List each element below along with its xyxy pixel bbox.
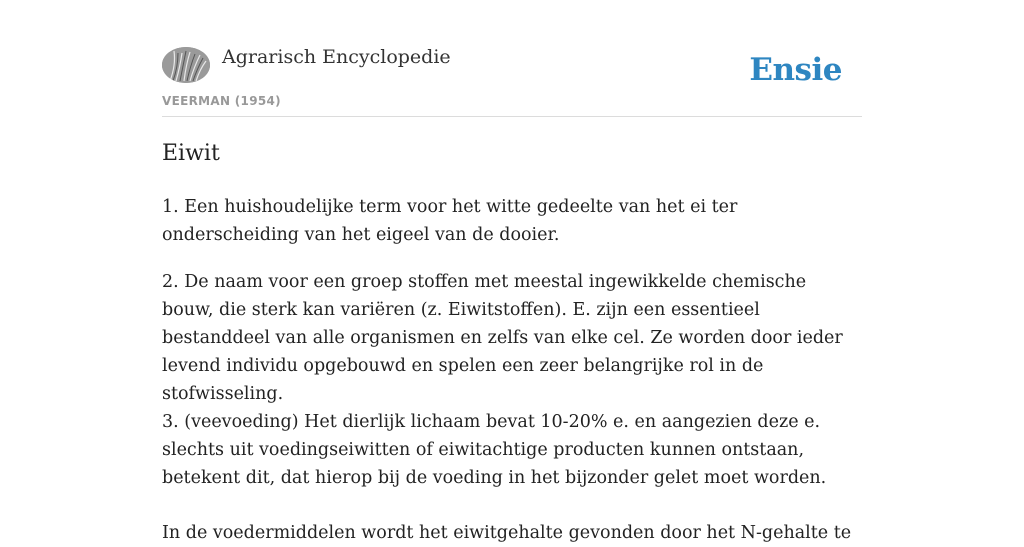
entry-paragraph: In de voedermiddelen wordt het eiwitgehalte gevonden door het N-gehalte te [162, 523, 852, 543]
entry-paragraph: 2. De naam voor een groep stoffen met meestal ingewikkelde chemische bouw, die sterk kan variëren (z. Eiwitstoffen). E. zijn een essentieel bestanddeel van alle organismen en zelfs van elke cel. Ze worden door ieder levend individu opgebouwd en spelen een zeer belangrijke rol in de stofwisseling. [162, 272, 843, 404]
entry-body [162, 193, 862, 547]
entry-title: Eiwit [162, 141, 220, 166]
entry-paragraph: 3. (veevoeding) Het dierlijk lichaam bevat 10-20% e. en aangezien deze e. slechts uit voedingseiwitten of eiwitachtige producten kunnen ontstaan, betekent dit, dat hierop bij de voeding in het bijzonder gelet moet worden. [162, 412, 827, 488]
wheat-icon[interactable] [162, 47, 210, 83]
page [162, 0, 862, 543]
source-title[interactable]: Agrarisch Encyclopedie [222, 46, 451, 68]
source-header [162, 0, 862, 117]
source-meta: VEERMAN (1954) [162, 94, 281, 108]
brand-logo[interactable]: Ensie [749, 52, 842, 88]
entry-paragraph: 1. Een huishoudelijke term voor het witte gedeelte van het ei ter onderscheiding van het eigeel van de dooier. [162, 197, 738, 245]
